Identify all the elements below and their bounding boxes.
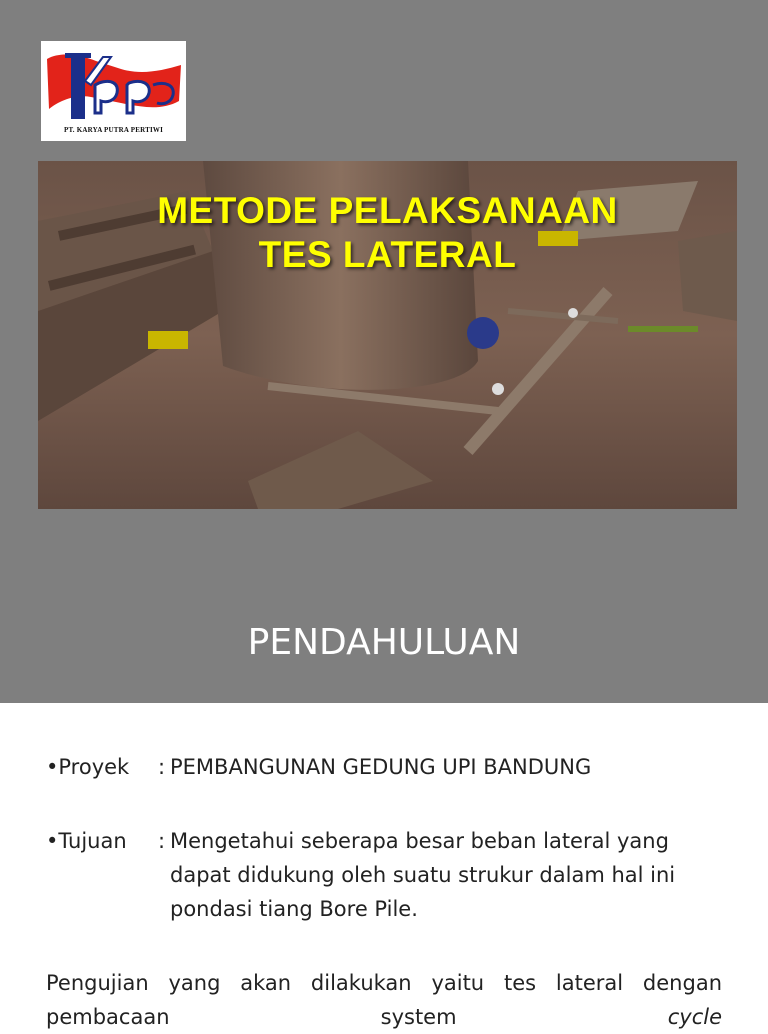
section-title: PENDAHULUAN bbox=[247, 622, 521, 663]
tujuan-line2: dapat didukung oleh suatu strukur dalam hal ini bbox=[170, 863, 676, 887]
tujuan-separator: : bbox=[158, 829, 166, 853]
intro-paragraph-italic: cycle bbox=[667, 1005, 722, 1029]
header-photo bbox=[38, 161, 737, 509]
slide-title bbox=[38, 189, 737, 277]
proyek-separator: : bbox=[158, 755, 166, 779]
proyek-label: •Proyek bbox=[46, 755, 130, 779]
tujuan-row bbox=[46, 824, 722, 858]
slide-content bbox=[46, 750, 722, 1034]
company-logo bbox=[41, 41, 186, 141]
slide-title-line1: METODE PELAKSANAAN bbox=[157, 190, 618, 231]
proyek-value: PEMBANGUNAN GEDUNG UPI BANDUNG bbox=[170, 755, 592, 779]
tujuan-label: •Tujuan bbox=[46, 829, 127, 853]
logo-caption: PT. KARYA PUTRA PERTIWI bbox=[63, 126, 163, 134]
slide-title-line2: TES LATERAL bbox=[258, 234, 517, 275]
proyek-row bbox=[46, 750, 722, 784]
intro-paragraph-text: Pengujian yang akan dilakukan yaitu tes lateral dengan pembacaan system bbox=[46, 971, 722, 1029]
tujuan-line3: pondasi tiang Bore Pile. bbox=[170, 897, 418, 921]
tujuan-line1: Mengetahui seberapa besar beban lateral yang bbox=[170, 829, 669, 853]
